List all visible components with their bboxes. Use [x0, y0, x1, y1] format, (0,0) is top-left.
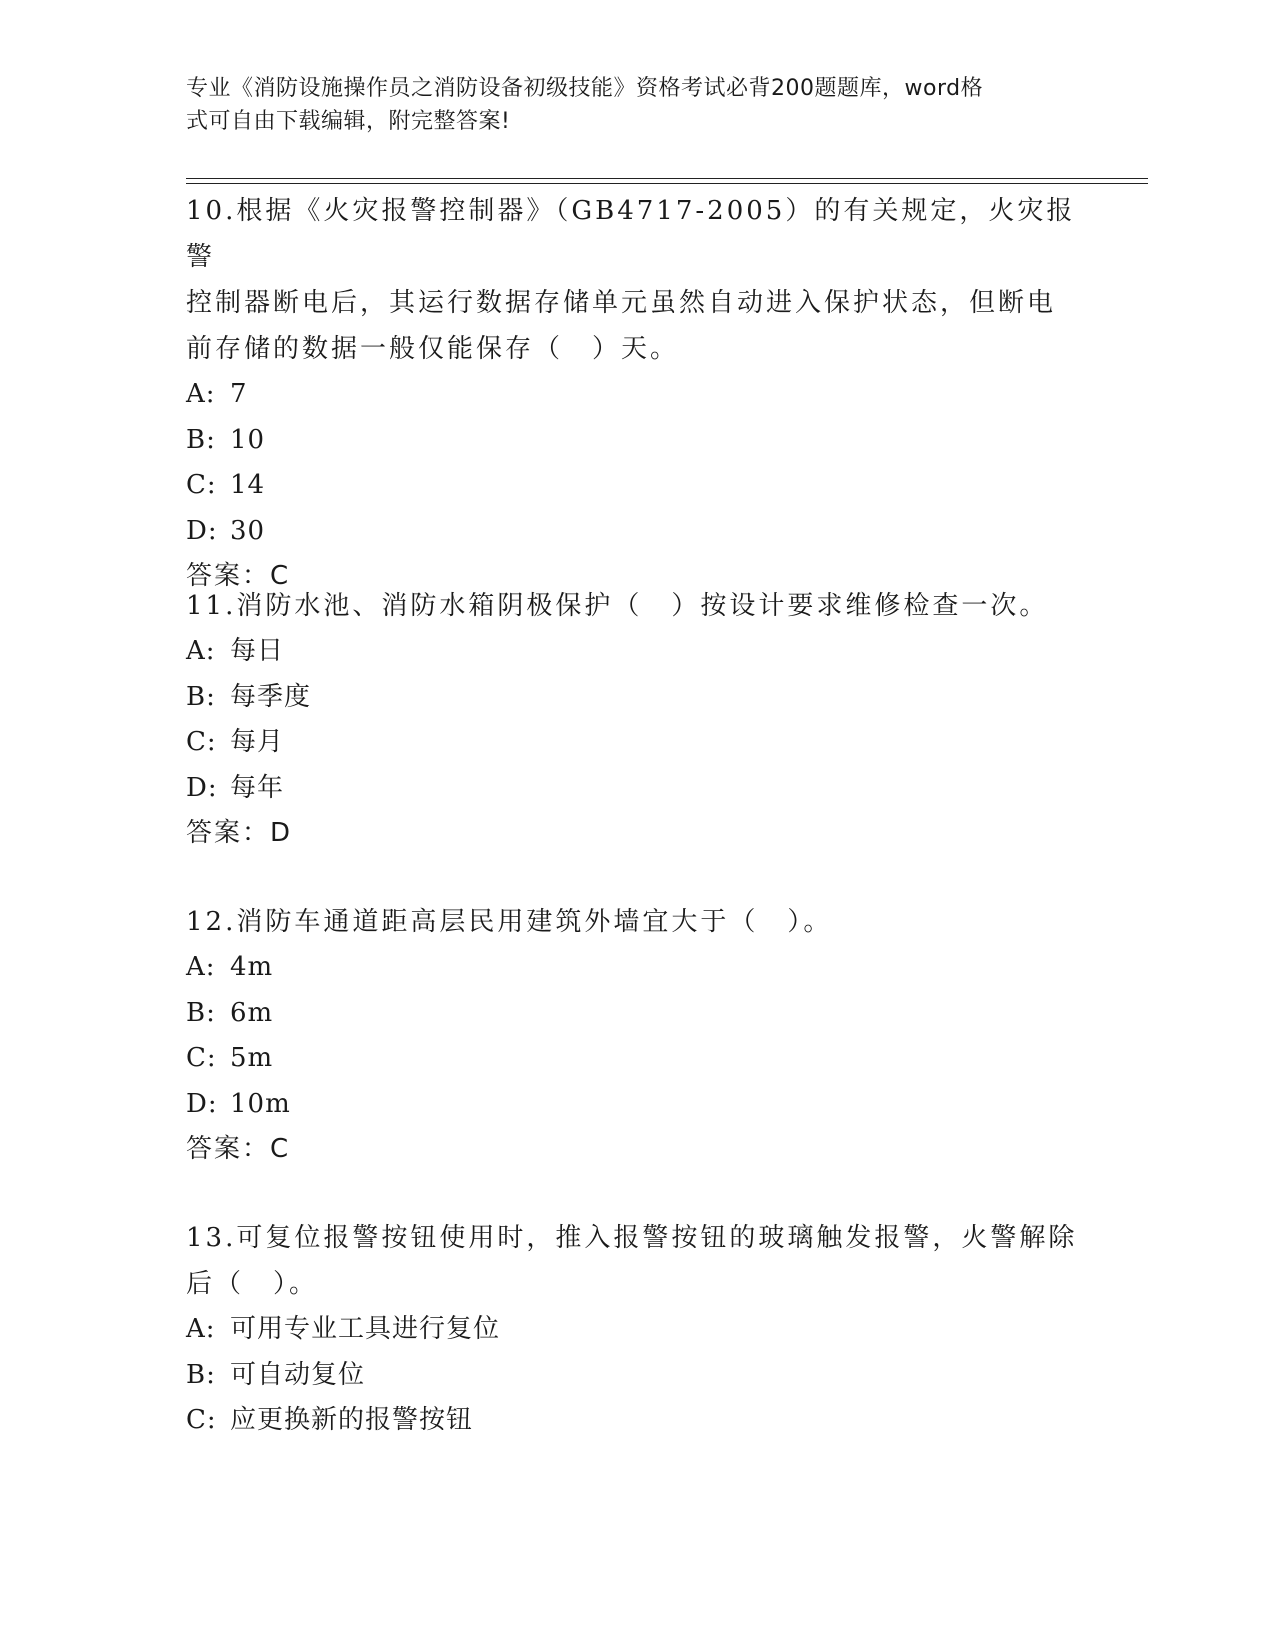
option-text: 5m — [230, 1043, 274, 1073]
answer-label: 答案： — [186, 818, 271, 848]
option-text: 每日 — [230, 636, 285, 666]
option-a — [186, 945, 1086, 991]
answer-line — [186, 811, 1086, 857]
question-10 — [186, 188, 1086, 600]
option-a — [186, 372, 1086, 418]
option-letter: A: — [186, 1314, 216, 1344]
answer-value: D — [270, 818, 292, 848]
option-letter: A: — [186, 379, 216, 409]
option-c — [186, 1036, 1086, 1082]
option-text: 应更换新的报警按钮 — [230, 1405, 474, 1435]
option-letter: B: — [186, 1359, 216, 1390]
option-text: 每月 — [230, 727, 285, 757]
option-text: 10m — [230, 1088, 291, 1119]
option-letter: B: — [186, 997, 216, 1028]
option-a — [186, 629, 1086, 675]
question-stem — [186, 1215, 1086, 1307]
question-11 — [186, 583, 1086, 857]
option-letter: C: — [186, 1405, 217, 1435]
header-divider-top — [186, 178, 1148, 179]
answer-value: C — [270, 1134, 290, 1164]
option-letter: A: — [186, 636, 216, 666]
question-stem-line: 13.可复位报警按钮使用时，推入报警按钮的玻璃触发报警，火警解除 — [186, 1223, 1078, 1253]
option-d — [186, 766, 1086, 812]
option-text: 每年 — [230, 772, 285, 803]
question-stem — [186, 188, 1086, 372]
option-c — [186, 720, 1086, 766]
question-stem-line: 11.消防水池、消防水箱阴极保护（ ）按设计要求维修检查一次。 — [186, 591, 1049, 621]
answer-label: 答案： — [186, 561, 271, 591]
option-letter: D: — [186, 1088, 218, 1119]
option-d — [186, 1082, 1086, 1128]
option-letter: B: — [186, 681, 216, 712]
option-a — [186, 1307, 1086, 1353]
answer-line — [186, 1127, 1086, 1173]
header-divider-bottom — [186, 183, 1148, 184]
header-line-1: 专业《消防设施操作员之消防设备初级技能》资格考试必背200题题库，word格 — [186, 76, 984, 101]
option-letter: D: — [186, 515, 218, 546]
answer-value: C — [270, 561, 290, 591]
option-letter: A: — [186, 952, 216, 982]
option-text: 每季度 — [230, 681, 312, 712]
option-letter: C: — [186, 1043, 217, 1073]
option-text: 4m — [230, 952, 274, 982]
option-b — [186, 418, 1086, 464]
question-stem-line: 10.根据《火灾报警控制器》（GB4717-2005）的有关规定，火灾报警 — [186, 196, 1076, 272]
question-stem-line: 12.消防车通道距高层民用建筑外墙宜大于（ ）。 — [186, 907, 833, 937]
option-b — [186, 991, 1086, 1037]
option-text: 可自动复位 — [230, 1359, 366, 1390]
option-text: 可用专业工具进行复位 — [230, 1314, 501, 1344]
option-c — [186, 463, 1086, 509]
question-stem-line: 后（ ）。 — [186, 1269, 319, 1299]
option-b — [186, 1353, 1086, 1399]
option-letter: C: — [186, 727, 217, 757]
option-text: 30 — [230, 515, 266, 546]
answer-label: 答案： — [186, 1134, 271, 1164]
option-text: 7 — [230, 379, 248, 409]
option-text: 10 — [230, 424, 266, 455]
question-stem — [186, 583, 1086, 629]
question-13 — [186, 1215, 1086, 1444]
option-c — [186, 1398, 1086, 1444]
header-line-2: 式可自由下载编辑，附完整答案! — [186, 109, 511, 134]
document-header — [186, 72, 1066, 138]
option-d — [186, 509, 1086, 555]
question-stem-line: 前存储的数据一般仅能保存（ ）天。 — [186, 334, 680, 364]
question-stem-line: 控制器断电后，其运行数据存储单元虽然自动进入保护状态，但断电 — [186, 288, 1057, 318]
option-text: 6m — [230, 997, 274, 1028]
question-stem — [186, 899, 1086, 945]
option-letter: C: — [186, 470, 217, 500]
option-letter: B: — [186, 424, 216, 455]
option-b — [186, 675, 1086, 721]
question-12 — [186, 899, 1086, 1173]
option-letter: D: — [186, 772, 218, 803]
option-text: 14 — [230, 470, 266, 500]
